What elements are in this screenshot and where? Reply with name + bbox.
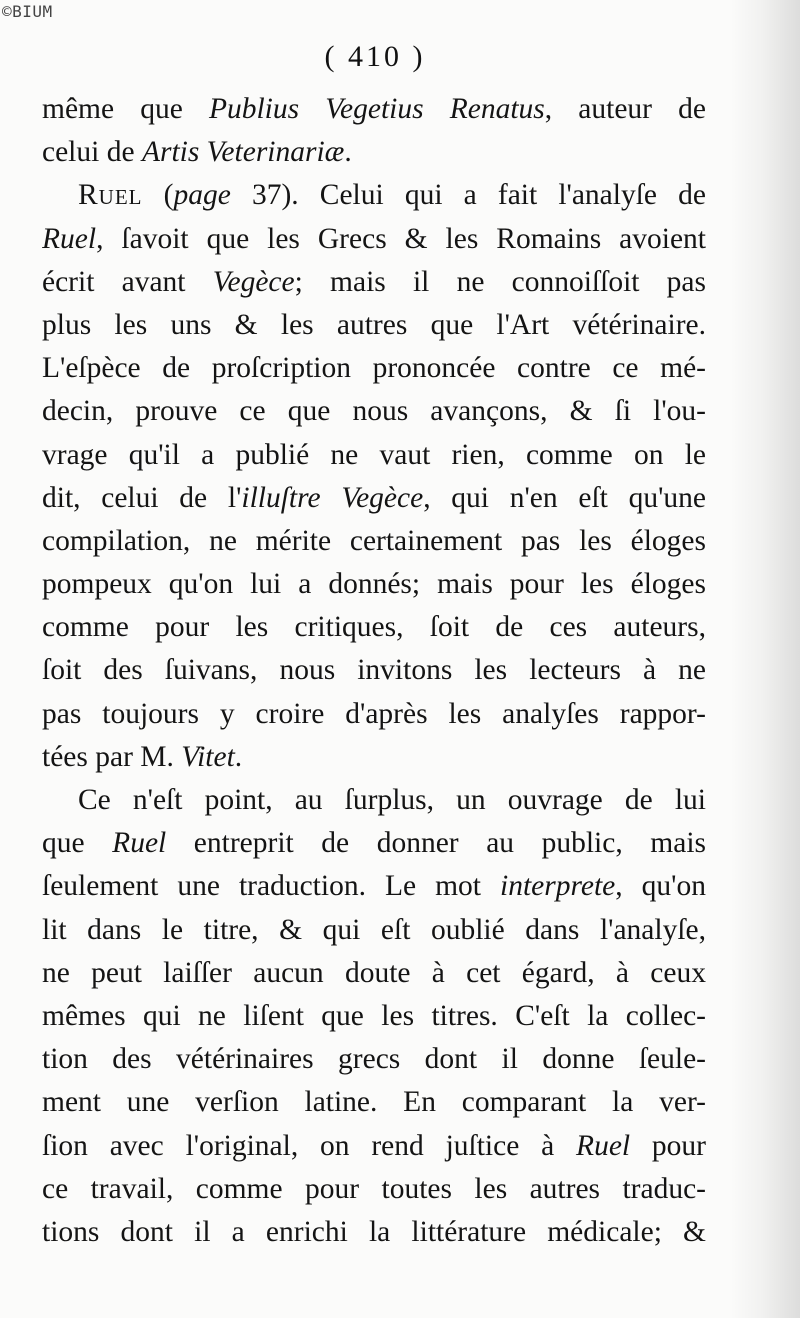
text-segment: entreprit de donner au public, mais [166, 827, 706, 860]
text-segment: écrit avant [42, 265, 213, 298]
text-segment: Ce n'eſt point, au ſurplus, un ouvrage de lui [78, 784, 706, 816]
text-line [42, 218, 706, 261]
text-segment: pour [630, 1129, 706, 1162]
text-line [42, 865, 706, 908]
text-segment: celui de [42, 136, 142, 169]
text-segment: pas toujours y croire d'après les analyſes rappor- [42, 697, 706, 730]
text-line [42, 174, 706, 217]
italic-segment: Ruel [42, 222, 97, 255]
text-line [42, 909, 706, 952]
text-segment: tées par M. [42, 740, 182, 773]
text-segment: tions dont il a enrichi la littérature médicale; & [42, 1215, 706, 1248]
page-number: ( 410 ) [324, 40, 426, 73]
text-line [42, 952, 706, 995]
text-segment: 37). Celui qui a fait l'analyſe de [230, 179, 706, 212]
text-segment: ne peut laiſſer aucun doute à cet égard, à ceux [42, 956, 706, 989]
text-segment: vrage qu'il a publié ne vaut rien, comme on le [42, 438, 706, 471]
text-line [42, 1211, 706, 1254]
text-line [42, 261, 706, 304]
text-line [42, 88, 706, 131]
italic-segment: Publius Vegetius Renatus [208, 93, 545, 125]
text-line [42, 649, 706, 692]
text-segment: , ſavoit que les Grecs & les Romains avoient [96, 222, 706, 255]
small-caps-segment: Ruel [78, 179, 143, 212]
italic-segment: page [173, 179, 231, 212]
text-segment: plus les uns & les autres que l'Art vétérinaire. [42, 308, 706, 341]
text-line [42, 1038, 706, 1081]
text-line [42, 477, 706, 520]
text-segment: , auteur de [544, 93, 706, 125]
text-line [42, 779, 706, 822]
italic-segment: illuſtre Vegèce [241, 481, 424, 514]
text-segment: . [344, 136, 352, 169]
italic-segment: Ruel [112, 827, 167, 860]
text-line [42, 1168, 706, 1211]
text-segment: dit, celui de l' [42, 481, 242, 514]
text-line [42, 304, 706, 347]
text-segment: ce travail, comme pour toutes les autres traduc- [42, 1172, 706, 1205]
text-line [42, 563, 706, 606]
text-line [42, 693, 706, 736]
text-segment: . [234, 740, 243, 773]
text-segment: decin, prouve ce que nous avançons, & ſi l'ou- [42, 395, 706, 428]
text-line [42, 736, 706, 779]
text-segment: compilation, ne mérite certainement pas les éloges [42, 524, 706, 557]
text-line [42, 520, 706, 563]
text-segment: tion des vétérinaires grecs dont il donne ſeule- [42, 1043, 706, 1076]
text-segment: lit dans le titre, & qui eſt oublié dans l'analyſe, [42, 913, 706, 946]
text-segment: que [42, 827, 113, 860]
text-line [42, 131, 706, 174]
text-segment: même que [42, 93, 209, 125]
italic-segment: Vitet [181, 740, 235, 773]
text-segment: ſion avec l'original, on rend juſtice à [42, 1129, 577, 1162]
text-line [42, 995, 706, 1038]
text-segment: ſoit des ſuivans, nous invitons les lecteurs à ne [42, 654, 706, 687]
text-line [42, 1081, 706, 1124]
italic-segment: Vegèce [212, 265, 295, 298]
italic-segment: Ruel [576, 1129, 631, 1162]
text-segment: ( [142, 179, 174, 212]
text-segment: pompeux qu'on lui a donnés; mais pour les éloges [42, 568, 706, 601]
text-line [42, 1125, 706, 1168]
text-segment: comme pour les critiques, ſoit de ces auteurs, [42, 611, 706, 644]
text-line [42, 606, 706, 649]
text-segment: , qu'on [615, 870, 706, 903]
text-line [42, 434, 706, 477]
text-segment: ſeulement une traduction. Le mot [42, 870, 501, 903]
watermark: ©BIUM [2, 2, 53, 21]
italic-segment: Artis Veterinariæ [141, 136, 345, 169]
text-line [42, 347, 706, 390]
text-line [42, 822, 706, 865]
text-segment: ment une verſion latine. En comparant la ver- [42, 1086, 706, 1119]
text-segment: ; mais il ne connoiſſoit pas [294, 265, 706, 298]
text-segment: mêmes qui ne liſent que les titres. C'eſt la collec- [42, 999, 706, 1032]
text-segment: , qui n'en eſt qu'une [423, 481, 706, 514]
text-segment: L'eſpèce de proſcription prononcée contre ce mé- [42, 352, 706, 385]
body-text [42, 88, 706, 1254]
text-line [42, 390, 706, 433]
italic-segment: interprete [500, 870, 616, 903]
